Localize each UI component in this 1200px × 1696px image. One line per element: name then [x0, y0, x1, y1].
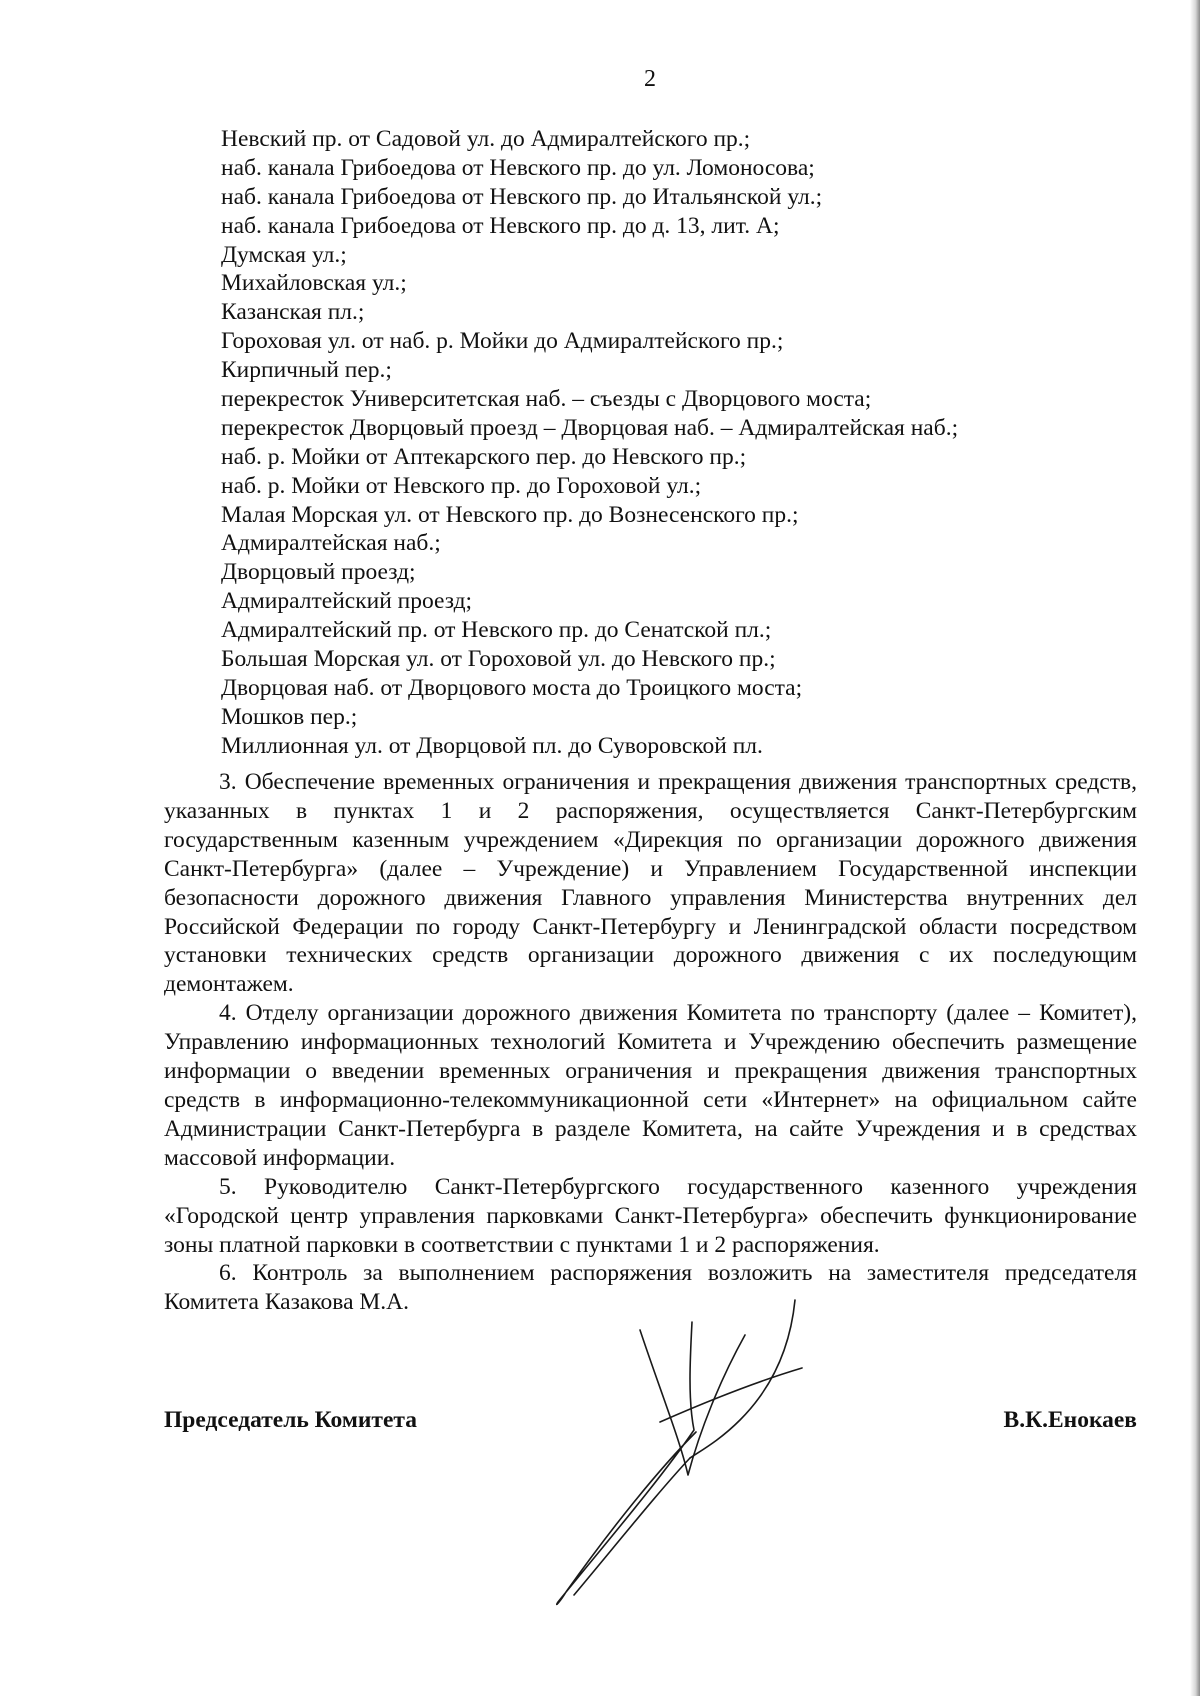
list-item: Адмиралтейская наб.; [221, 530, 441, 557]
list-item: наб. канала Грибоедова от Невского пр. до ул. Ломоносова; [221, 154, 815, 181]
list-item: Невский пр. от Садовой ул. до Адмиралтейского пр.; [221, 126, 751, 152]
list-item: Мошков пер.; [221, 703, 358, 730]
list-item: Малая Морская ул. от Невского пр. до Вознесенского пр.; [221, 501, 799, 528]
list-item: Думская ул.; [221, 241, 347, 268]
paragraph-5: 5. Руководителю Санкт-Петербургского государственного казенного учреждения «Городской центр управления парковками Санкт-Петербурга» обеспечить функционирование зоны платной парковки в соответствии с пунктами 1 и 2 распоряжения. [164, 1173, 1137, 1258]
paragraph-6: 6. Контроль за выполнением распоряжения возложить на заместителя председателя Комитета Казакова М.А. [164, 1260, 1137, 1316]
page-number: 2 [644, 66, 656, 92]
list-item: перекресток Дворцовый проезд – Дворцовая наб. – Адмиралтейская наб.; [221, 414, 959, 441]
list-item: наб. канала Грибоедова от Невского пр. до д. 13, лит. А; [221, 212, 780, 239]
list-item: Дворцовая наб. от Дворцового моста до Троицкого моста; [221, 674, 803, 701]
list-item: Дворцовый проезд; [221, 559, 416, 586]
list-item: наб. р. Мойки от Невского пр. до Гороховой ул.; [221, 472, 702, 499]
paragraph-4: 4. Отделу организации дорожного движения Комитета по транспорту (далее – Комитет), Управлению информационных технологий Комитета и Учреждению обеспечить размещение информации о введении временных ограничения и прекращения движения транспортных средств в информационно-телекоммуникационной сети «Интернет» на официальном сайте Администрации Санкт-Петербурга в разделе Комитета, на сайте Учреждения и в средствах массовой информации. [164, 1000, 1137, 1171]
scan-edge [1190, 0, 1200, 1696]
list-item: Кирпичный пер.; [221, 357, 392, 384]
signatory-name: В.К.Енокаев [1003, 1407, 1137, 1433]
list-item: Миллионная ул. от Дворцовой пл. до Суворовской пл. [221, 732, 763, 759]
list-item: Адмиралтейский пр. от Невского пр. до Сенатской пл.; [221, 617, 772, 644]
list-item: наб. канала Грибоедова от Невского пр. до Итальянской ул.; [221, 183, 823, 210]
handwritten-signature [540, 1290, 820, 1610]
list-item: наб. р. Мойки от Аптекарского пер. до Невского пр.; [221, 443, 747, 470]
signatory-title: Председатель Комитета [164, 1407, 417, 1433]
street-list [221, 125, 958, 761]
list-item: Михайловская ул.; [221, 270, 407, 297]
paragraph-3: 3. Обеспечение временных ограничения и прекращения движения транспортных средств, указанных в пунктах 1 и 2 распоряжения, осуществляется Санкт-Петербургским государственным казенным учреждением «Дирекция по организации дорожного движения Санкт-Петербурга» (далее – Учреждение) и Управлением Государственной инспекции безопасности дорожного движения Главного управления Министерства внутренних дел Российской Федерации по городу Санкт-Петербургу и Ленинградской области посредством установки технических средств организации дорожного движения с их последующим демонтажем. [164, 769, 1137, 998]
list-item: Гороховая ул. от наб. р. Мойки до Адмиралтейского пр.; [221, 328, 784, 355]
list-item: Адмиралтейский проезд; [221, 588, 473, 615]
list-item: Казанская пл.; [221, 299, 365, 326]
list-item: Большая Морская ул. от Гороховой ул. до Невского пр.; [221, 646, 776, 673]
signature-block [164, 1405, 1137, 1437]
list-item: перекресток Университетская наб. – съезды с Дворцового моста; [221, 386, 872, 413]
body-text [164, 768, 1137, 1317]
